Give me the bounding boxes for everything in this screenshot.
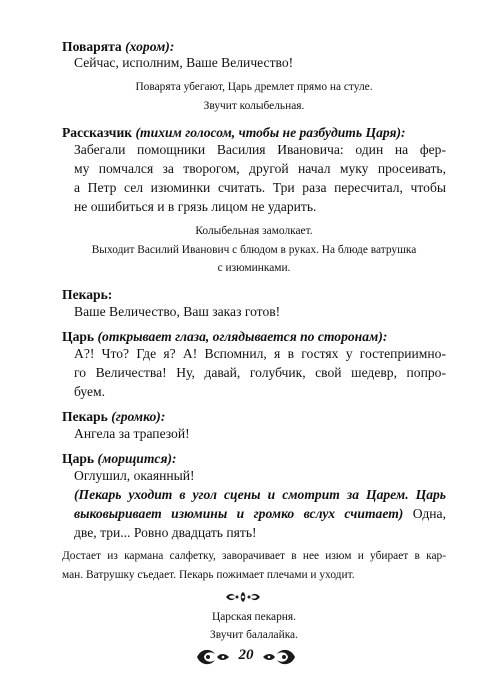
speaker-direction: (морщится): — [97, 451, 177, 466]
dialogue-line: А?! Что? Где я? А! Вспомнил, я в гостях у гостеприимно- — [74, 346, 446, 361]
speaker-direction: (тихим голосом, чтобы не разбудить Царя): — [135, 125, 406, 140]
footer-right-flourish-icon — [261, 646, 297, 668]
dialogue-italic-line: (Пекарь уходит в угол сцены и смотрит за Царем. Царь — [74, 487, 446, 502]
dialogue-mixed-line — [74, 504, 446, 523]
stage-direction: ман. Ватрушку съедает. Пекарь пожимает плечами и уходит. — [62, 569, 355, 581]
divider-flourish-icon — [222, 590, 264, 604]
stage-direction: Поварята убегают, Царь дремлет прямо на стуле. — [135, 81, 373, 93]
dialogue-line: а Петр сел изюминки считать. Три раза пересчитал, чтобы — [74, 180, 446, 195]
speaker-heading — [62, 286, 112, 303]
speaker-heading — [62, 124, 406, 141]
dialogue-line: Сейчас, исполним, Ваше Величество! — [74, 55, 294, 70]
dialogue-line: го Величества! Ну, давай, голубчик, свой шедевр, попро- — [74, 365, 446, 380]
speaker-direction: (открывает глаза, оглядывается по сторонам): — [97, 329, 388, 344]
speaker-name: Пекарь: — [62, 287, 113, 302]
stage-direction: Звучит балалайка. — [210, 629, 298, 641]
dialogue-line: Оглушил, окаянный! — [74, 468, 195, 483]
stage-direction: Выходит Василий Иванович с блюдом в руках. На блюде ватрушка — [91, 244, 417, 256]
stage-direction: Колыбельная замолкает. — [195, 225, 313, 237]
footer-left-flourish-icon — [195, 646, 231, 668]
dialogue-line: не ошибиться и в грязь лицом не ударить. — [74, 199, 317, 214]
dialogue-line: му помчался за творогом, другой начал муку просеивать, — [74, 161, 446, 176]
stage-direction: с изюминками. — [217, 262, 291, 274]
dialogue-tail-span: Одна, — [403, 506, 446, 521]
speaker-heading — [62, 450, 177, 467]
speaker-direction: (громко): — [111, 409, 166, 424]
dialogue-line: Забегали помощники Василия Ивановича: один на фер- — [74, 142, 446, 157]
dialogue-italic-span: выковыривает изюмины и громко вслух считает) — [74, 506, 404, 521]
dialogue-line: Ваше Величество, Ваш заказ готов! — [74, 304, 281, 319]
speaker-direction: (хором): — [125, 39, 175, 54]
stage-direction: Достает из кармана салфетку, заворачивает в нее изюм и убирает в кар- — [62, 550, 446, 562]
dialogue-line: Ангела за трапезой! — [74, 426, 190, 441]
dialogue-line: две, три... Ровно двадцать пять! — [74, 525, 257, 540]
speaker-heading — [62, 408, 165, 425]
speaker-name: Царь — [62, 329, 95, 344]
speaker-name: Рассказчик — [62, 125, 133, 140]
speaker-name: Пекарь — [62, 409, 108, 424]
page-number: 20 — [238, 647, 254, 663]
speaker-heading — [62, 328, 387, 345]
speaker-name: Поварята — [62, 39, 122, 54]
stage-direction: Царская пекарня. — [212, 611, 296, 623]
dialogue-line: буем. — [74, 384, 106, 399]
stage-direction: Звучит колыбельная. — [203, 100, 305, 112]
speaker-name: Царь — [62, 451, 95, 466]
